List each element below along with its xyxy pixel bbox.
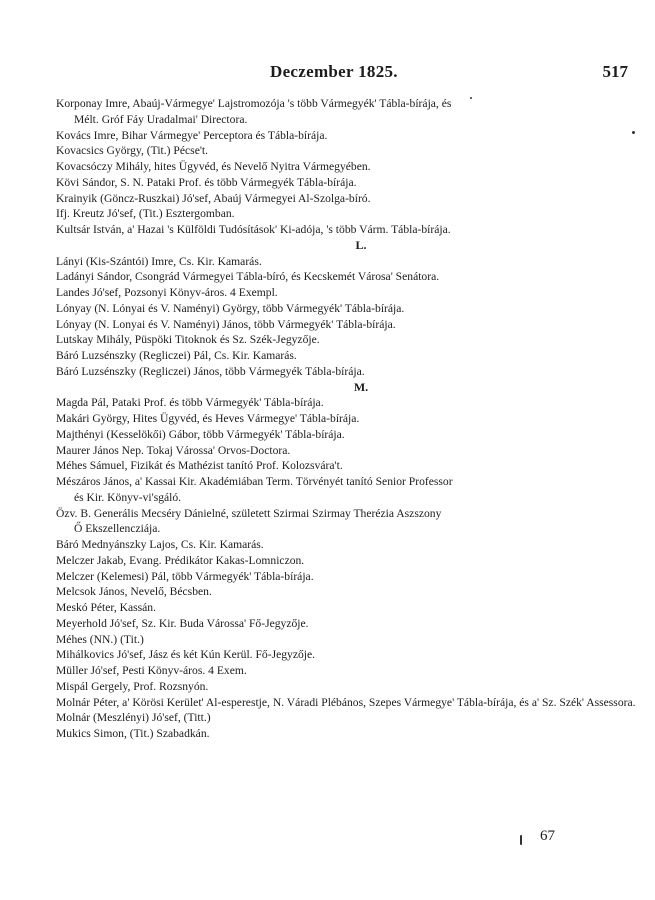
list-entry: Báró Luzsénszky (Regliczei) Pál, Cs. Kir. Kamarás. bbox=[56, 349, 297, 362]
list-entry: Ő Ekszellencziája. bbox=[74, 522, 161, 536]
ink-blot bbox=[632, 131, 635, 134]
list-entry: Kövi Sándor, S. N. Pataki Prof. és több Vármegyék Tábla-bírája. bbox=[56, 175, 357, 189]
list-entry: Lutskay Mihály, Püspöki Titoknok és Sz. Szék-Jegyzője. bbox=[56, 333, 320, 347]
list-entry: Báró Luzsénszky (Regliczei) János, több Vármegyék Tábla-bírája. bbox=[56, 364, 365, 378]
list-entry: Mispál Gergely, Prof. Rozsnyón. bbox=[56, 679, 209, 693]
page-header bbox=[0, 62, 655, 86]
list-entry: Melczer Jakab, Evang. Prédikátor Kakas-Lomniczon. bbox=[56, 553, 305, 567]
list-entry: Kovacsics György, (Tit.) Pécse't. bbox=[56, 144, 209, 158]
subscriber-list bbox=[56, 96, 636, 742]
list-entry: Molnár (Meszlényi) Jó'sef, (Titt.) bbox=[56, 711, 211, 725]
page-title: Deczember 1825. bbox=[270, 62, 398, 81]
list-entry: Lónyay (N. Lonyai és V. Naményi) János, több Vármegyék' Tábla-bírája. bbox=[56, 317, 396, 331]
list-entry: Krainyik (Göncz-Ruszkai) Jó'sef, Abaúj Vármegyei Al-Szolga-bíró. bbox=[56, 191, 371, 205]
ink-mark bbox=[520, 835, 522, 845]
list-entry: Meyerhold Jó'sef, Sz. Kir. Buda Várossa' Fő-Jegyzője. bbox=[56, 616, 309, 630]
list-entry: Lányi (Kis-Szántói) Imre, Cs. Kir. Kamarás. bbox=[56, 254, 262, 268]
list-entry: Molnár Péter, a' Körösi Kerület' Al-esperestje, N. Váradi Plébános, Szepes Vármegye' Tábla-bírája, és a' Sz. Szék' Assessora. bbox=[56, 695, 636, 709]
list-entry: Lónyay (N. Lónyai és V. Naményi) György, több Vármegyék' Tábla-bírája. bbox=[56, 301, 405, 315]
page-number: 517 bbox=[602, 62, 628, 81]
list-entry: Báró Mednyánszky Lajos, Cs. Kir. Kamarás. bbox=[56, 538, 264, 551]
list-entry: Müller Jó'sef, Pesti Könyv-áros. 4 Exem. bbox=[56, 664, 247, 677]
list-entry: Landes Jó'sef, Pozsonyi Könyv-áros. 4 Exempl. bbox=[56, 286, 278, 299]
section-letter-l: L. bbox=[355, 237, 367, 252]
list-entry: Korponay Imre, Abaúj-Vármegye' Lajstromozója 's több Vármegyék' Tábla-bírája, és bbox=[56, 97, 452, 110]
list-entry: Melcsok János, Nevelő, Bécsben. bbox=[56, 585, 212, 599]
list-entry: Mélt. Gróf Fáy Uradalmai' Directora. bbox=[74, 112, 248, 126]
list-entry: Mészáros János, a' Kassai Kir. Akadémiában Term. Törvényét tanító Senior Professor bbox=[56, 475, 453, 488]
list-entry: Özv. B. Generális Mecséry Dánielné, született Szirmai Szirmay Therézia Aszszony bbox=[56, 506, 442, 520]
list-entry: Majthényi (Kesselökői) Gábor, több Vármegyék' Tábla-bírája. bbox=[56, 427, 345, 441]
list-entry: Kovacsóczy Mihály, hites Ügyvéd, és Nevelő Nyitra Vármegyében. bbox=[56, 160, 371, 173]
list-entry: Makári György, Hites Ügyvéd, és Heves Vármegye' Tábla-bírája. bbox=[56, 412, 360, 425]
list-entry: Kultsár István, a' Hazai 's Külföldi Tudósítások' Ki-adója, 's több Várm. Tábla-bírája. bbox=[56, 223, 451, 236]
list-entry: Maurer János Nep. Tokaj Várossa' Orvos-Doctora. bbox=[56, 443, 291, 457]
section-letter-m: M. bbox=[353, 379, 369, 394]
list-entry: Magda Pál, Pataki Prof. és több Vármegyék' Tábla-bírája. bbox=[56, 396, 324, 410]
signature-mark: 67 bbox=[540, 828, 555, 844]
list-entry: Mihálkovics Jó'sef, Jász és két Kún Kerül. Fő-Jegyzője. bbox=[56, 648, 316, 662]
list-entry: és Kir. Könyv-vi'sgáló. bbox=[74, 490, 182, 504]
list-entry: Ifj. Kreutz Jó'sef, (Tit.) Esztergomban. bbox=[56, 207, 235, 221]
list-entry: Ladányi Sándor, Csongrád Vármegyei Tábla-bíró, és Kecskemét Városa' Senátora. bbox=[56, 270, 440, 284]
ink-blot bbox=[470, 97, 472, 99]
list-entry: Meskó Péter, Kassán. bbox=[56, 601, 156, 614]
list-entry: Méhes (NN.) (Tit.) bbox=[56, 632, 144, 646]
list-entry: Méhes Sámuel, Fizikát és Mathézist tanító Prof. Kolozsvára't. bbox=[56, 459, 343, 473]
list-entry: Melczer (Kelemesi) Pál, több Vármegyék' Tábla-bírája. bbox=[56, 569, 314, 583]
list-entry: Mukics Simon, (Tit.) Szabadkán. bbox=[56, 727, 210, 740]
list-entry: Kovács Imre, Bihar Vármegye' Perceptora és Tábla-bírája. bbox=[56, 128, 328, 142]
